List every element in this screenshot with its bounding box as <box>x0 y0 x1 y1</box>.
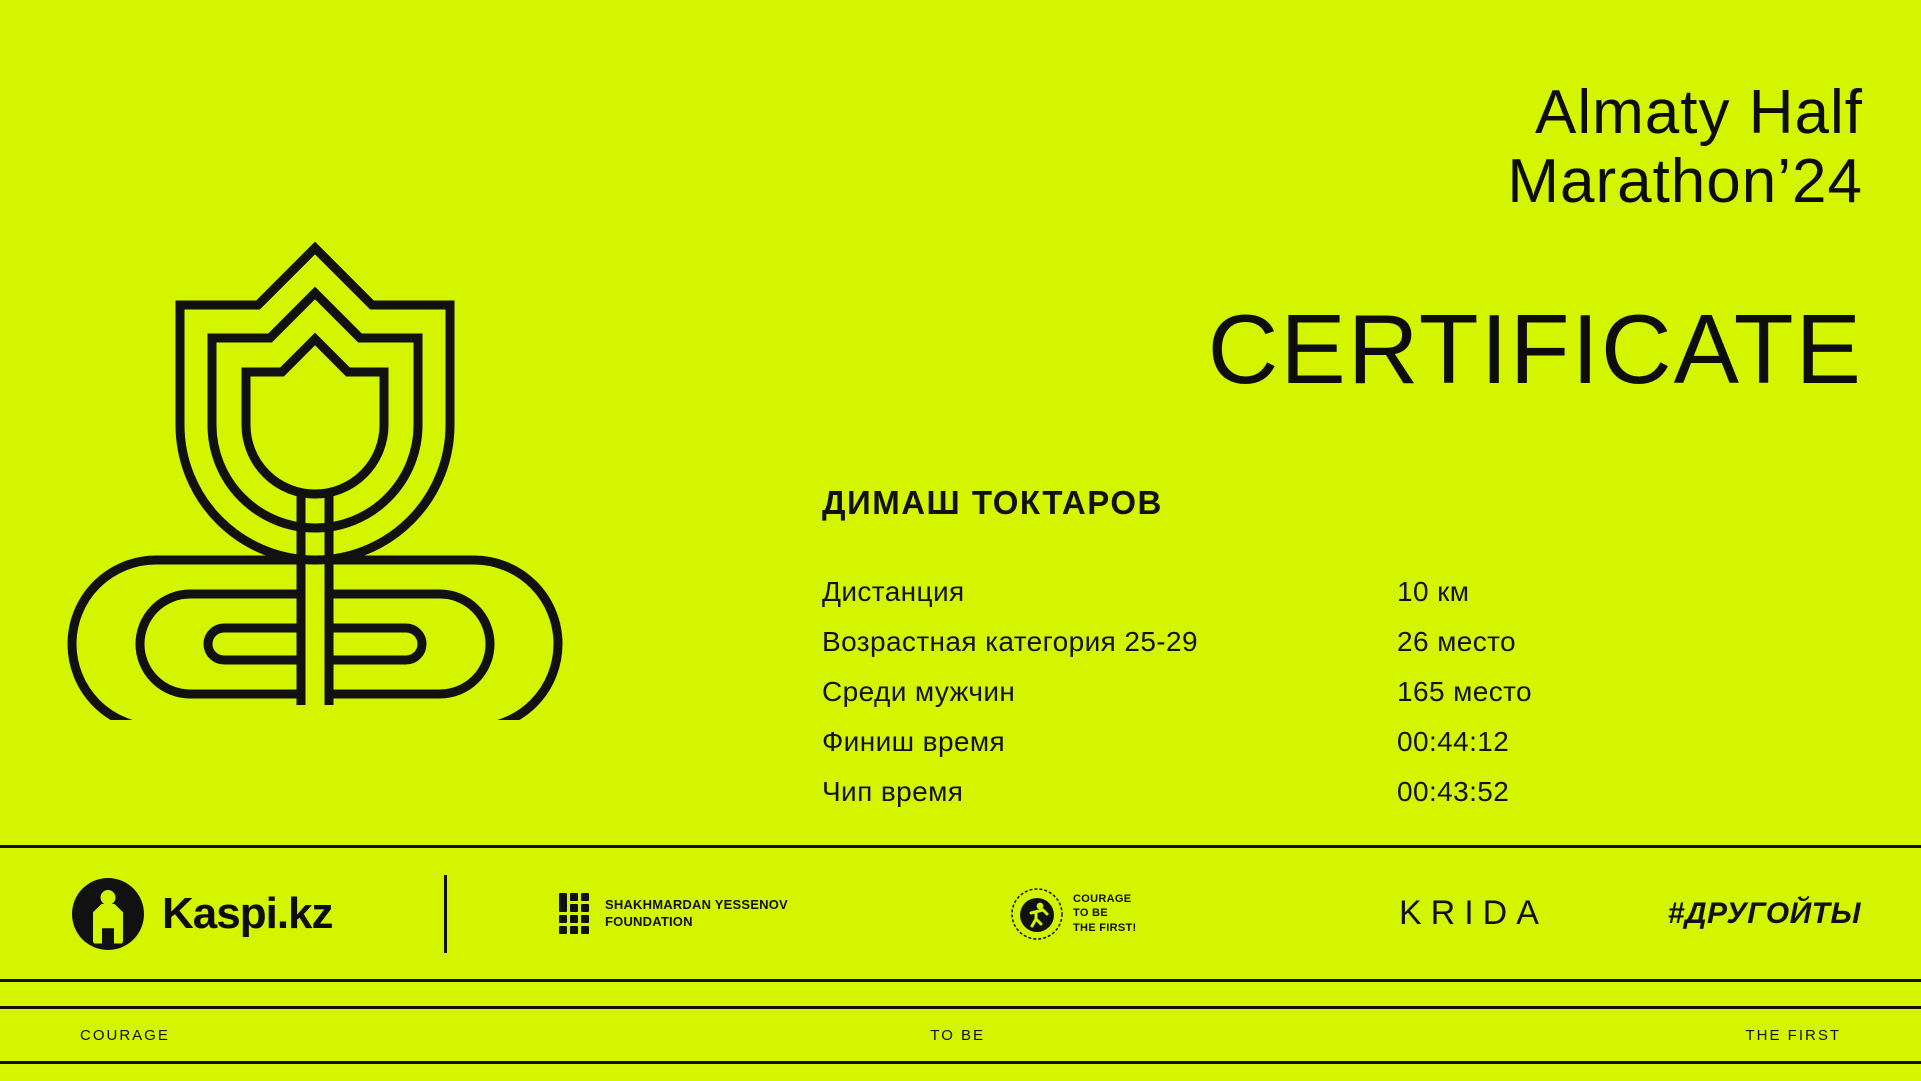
result-label: Дистанция <box>822 576 965 607</box>
corporate-fund-line-1: COURAGE <box>1073 893 1132 906</box>
result-label: Финиш время <box>822 726 1006 757</box>
results-row <box>822 678 1582 728</box>
yessenov-wordmark <box>605 897 788 930</box>
sponsor-drugoity: #ДРУГОЙТЫ <box>1667 896 1861 930</box>
sponsor-krida: KRIDA <box>1399 894 1548 932</box>
sponsor-strip <box>0 845 1921 982</box>
event-title-line-1: Almaty Half <box>1535 78 1863 147</box>
result-label: Возрастная категория 25-29 <box>822 626 1198 657</box>
event-title-line-2: Marathon’24 <box>1507 147 1863 217</box>
result-label: Чип время <box>822 776 964 807</box>
result-value: 165 место <box>1397 676 1533 707</box>
corporate-fund-wordmark <box>1073 892 1137 935</box>
certificate-heading: CERTIFICATE <box>1207 294 1863 404</box>
results-row <box>822 778 1582 828</box>
yessenov-line-1: SHAKHMARDAN YESSENOV <box>605 897 788 913</box>
kaspi-person-icon <box>72 878 144 950</box>
result-value: 00:43:52 <box>1397 776 1510 807</box>
result-value: 10 км <box>1397 576 1470 607</box>
sponsor-kaspi <box>72 878 432 950</box>
sponsor-corporate-fund <box>1009 886 1269 942</box>
results-row <box>822 628 1582 678</box>
participant-name: ДИМАШ ТОКТАРОВ <box>822 484 1163 521</box>
yessenov-bars-icon <box>559 893 593 935</box>
slogan-right: THE FIRST <box>1745 1026 1841 1044</box>
corporate-fund-line-2: TO BE <box>1073 907 1108 920</box>
corporate-fund-line-3: THE FIRST! <box>1073 921 1137 934</box>
yessenov-line-2: FOUNDATION <box>605 913 693 929</box>
result-value: 00:44:12 <box>1397 726 1510 757</box>
sponsor-divider <box>444 875 447 953</box>
slogan-bar <box>0 1006 1921 1064</box>
sponsor-yessenov-foundation <box>559 893 859 935</box>
tulip-emblem-icon <box>60 160 570 720</box>
slogan-left: COURAGE <box>80 1026 170 1044</box>
result-value: 26 место <box>1397 626 1517 657</box>
event-title <box>963 78 1863 217</box>
results-row <box>822 578 1582 628</box>
results-table <box>822 578 1582 828</box>
results-row <box>822 728 1582 778</box>
result-label: Среди мужчин <box>822 676 1016 707</box>
runner-icon <box>1009 886 1065 942</box>
kaspi-wordmark: Kaspi.kz <box>162 888 333 938</box>
slogan-center: TO BE <box>930 1026 986 1044</box>
